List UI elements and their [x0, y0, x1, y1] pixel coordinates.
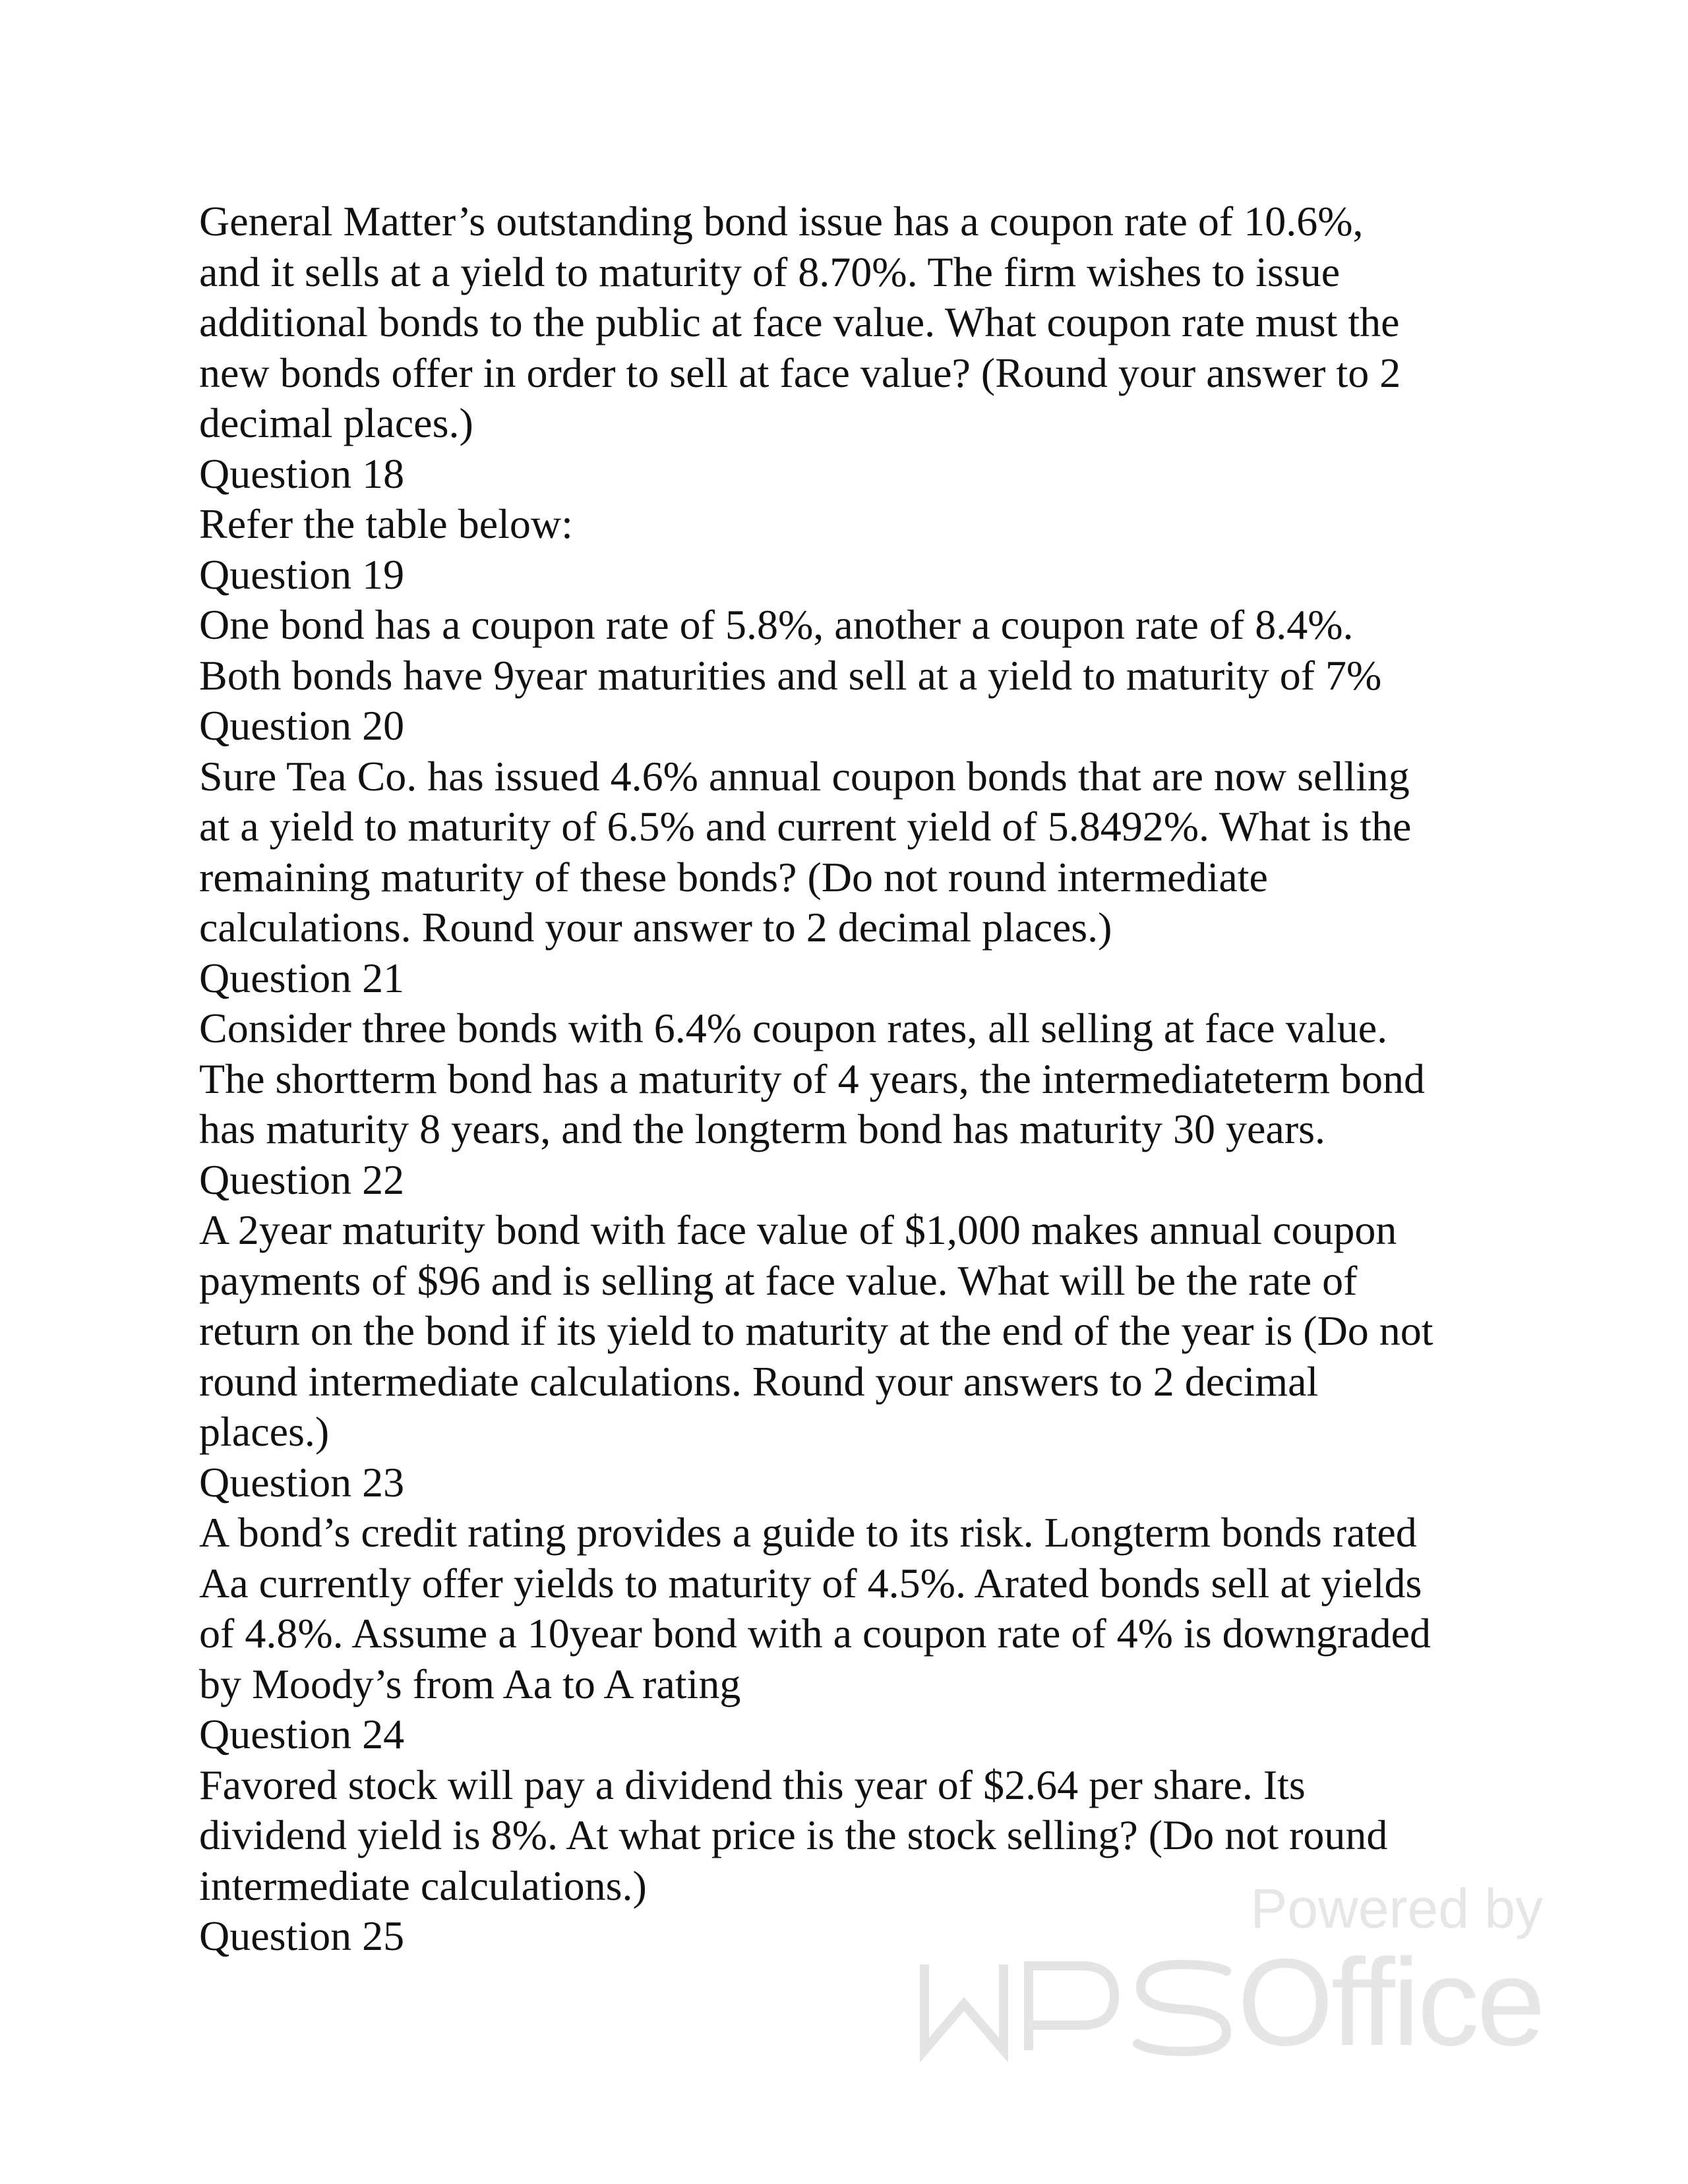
paragraph: [199, 1458, 1518, 1508]
text-line: round intermediate calculations. Round your answers to 2 decimal: [199, 1357, 1319, 1405]
paragraph: [199, 550, 1518, 601]
paragraph: [199, 1003, 1518, 1155]
wps-office-watermark: [910, 1877, 1543, 2071]
text-line: Aa currently offer yields to maturity of 4.5%. Arated bonds sell at yields: [199, 1559, 1422, 1607]
text-line: by Moody’s from Aa to A rating: [199, 1660, 741, 1707]
text-line: Question 21: [199, 954, 405, 1001]
wps-logo-icon: [917, 1951, 1259, 2063]
text-line: new bonds offer in order to sell at face value? (Round your answer to 2: [199, 349, 1401, 396]
text-line: at a yield to maturity of 6.5% and current yield of 5.8492%. What is the: [199, 803, 1412, 850]
watermark-powered-by: Powered by: [1250, 1877, 1543, 1939]
text-line: Question 22: [199, 1156, 405, 1203]
text-line: and it sells at a yield to maturity of 8.70%. The firm wishes to issue: [199, 248, 1341, 295]
text-line: A 2year maturity bond with face value of $1,000 makes annual coupon: [199, 1206, 1397, 1253]
text-line: Question 20: [199, 702, 405, 749]
text-line: A bond’s credit rating provides a guide to its risk. Longterm bonds rated: [199, 1509, 1417, 1556]
text-line: places.): [199, 1408, 330, 1455]
text-line: Question 23: [199, 1458, 405, 1506]
text-line: Refer the table below:: [199, 500, 573, 547]
text-line: Question 24: [199, 1711, 405, 1757]
text-line: One bond has a coupon rate of 5.8%, another a coupon rate of 8.4%.: [199, 601, 1354, 648]
text-line: dividend yield is 8%. At what price is the stock selling? (Do not round: [199, 1812, 1388, 1858]
text-line: General Matter’s outstanding bond issue has a coupon rate of 10.6%,: [199, 198, 1364, 245]
text-line: of 4.8%. Assume a 10year bond with a coupon rate of 4% is downgraded: [199, 1610, 1431, 1657]
paragraph: [199, 752, 1518, 953]
text-line: Question 25: [199, 1912, 405, 1959]
paragraph: [199, 701, 1518, 752]
paragraph: [199, 600, 1518, 701]
paragraph: [199, 1155, 1518, 1206]
text-line: calculations. Round your answer to 2 decimal places.): [199, 904, 1112, 951]
text-line: Sure Tea Co. has issued 4.6% annual coupon bonds that are now selling: [199, 752, 1410, 800]
text-line: additional bonds to the public at face value. What coupon rate must the: [199, 299, 1400, 345]
text-line: has maturity 8 years, and the longterm bond has maturity 30 years.: [199, 1106, 1326, 1152]
paragraph: [199, 1709, 1518, 1760]
paragraph: [199, 449, 1518, 500]
text-line: The shortterm bond has a maturity of 4 years, the intermediateterm bond: [199, 1055, 1425, 1102]
text-line: payments of $96 and is selling at face value. What will be the rate of: [199, 1256, 1358, 1304]
document-body: [199, 196, 1518, 1962]
paragraph: [199, 196, 1518, 449]
text-line: decimal places.): [199, 399, 473, 446]
text-line: Question 18: [199, 450, 405, 497]
text-line: Question 19: [199, 550, 405, 598]
paragraph: [199, 499, 1518, 550]
paragraph: [199, 953, 1518, 1004]
paragraph: [199, 1205, 1518, 1458]
text-line: intermediate calculations.): [199, 1862, 647, 1909]
text-line: return on the bond if its yield to maturity at the end of the year is (Do not: [199, 1307, 1433, 1354]
text-line: Favored stock will pay a dividend this year of $2.64 per share. Its: [199, 1761, 1306, 1808]
text-line: Both bonds have 9year maturities and sell at a yield to maturity of 7%: [199, 651, 1382, 699]
text-line: remaining maturity of these bonds? (Do not round intermediate: [199, 853, 1268, 900]
watermark-office: Office: [1237, 1933, 1543, 2071]
paragraph: [199, 1508, 1518, 1709]
text-line: Consider three bonds with 6.4% coupon rates, all selling at face value.: [199, 1005, 1388, 1051]
